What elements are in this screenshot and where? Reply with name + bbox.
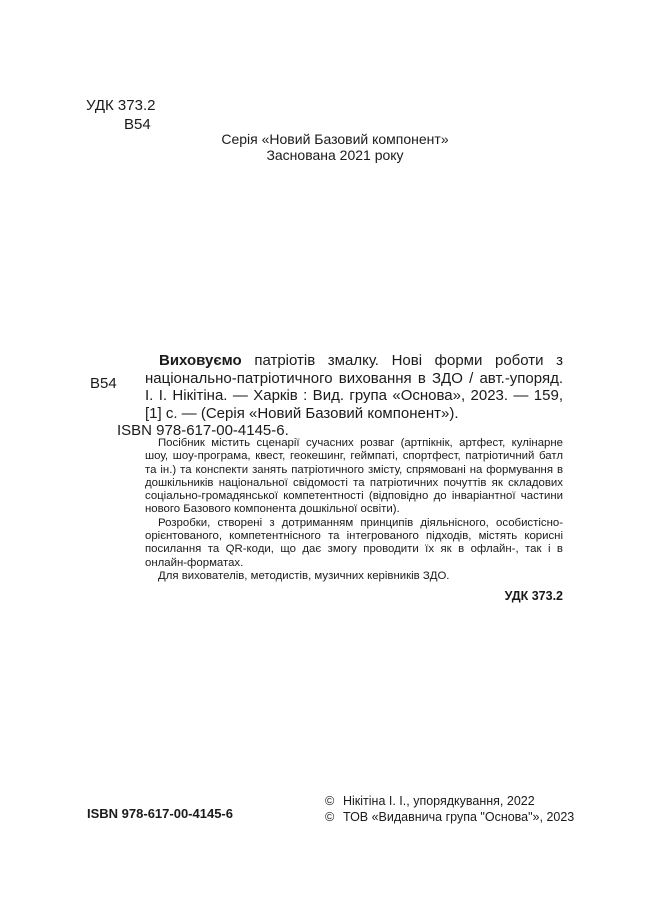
series-founded: Заснована 2021 року (266, 147, 404, 163)
copyright-icon: © (325, 809, 335, 824)
bibliographic-description: патріотів змалку. Нові форми роботи з національно-патріотичного виховання в ЗДО / авт.-упоряд. І. І. Нікітіна. — Харків : Вид. група «Основа», 2023. — 159, [1] с. — (Серія «Новий Базовий компонент»). (145, 352, 563, 422)
copyright-text: Нікітіна І. І., упорядкування, 2022 (343, 794, 535, 808)
udk-footer-code: УДК 373.2 (504, 589, 563, 603)
udk-header (86, 96, 155, 134)
book-title: Виховуємо (159, 352, 242, 369)
copyright-line (325, 794, 574, 810)
annotation-paragraph: Посібник містить сценарії сучасних розваг (артпікнік, артфест, кулінарне шоу, шоу-програма, квест, геокешинг, геймпаті, спортфест, патріотичний батл та ін.) та конспекти занять патріотичного змісту, спрямовані на формування в дошкільників національної свідомості та патріотичних почуттів як складових соціально-громадянської компетентності (відповідно до інваріантної частини нового Базового компонента дошкільної освіти). (145, 437, 563, 516)
catalog-entry (145, 352, 563, 422)
series-info (0, 131, 650, 163)
copyright-block (325, 794, 574, 825)
annotation (145, 437, 563, 583)
footer-isbn: ISBN 978-617-00-4145-6 (87, 806, 233, 821)
catalog-isbn: ISBN 978-617-00-4145-6. (117, 422, 289, 439)
copyright-line (325, 810, 574, 826)
udk-code: УДК 373.2 (86, 97, 156, 114)
copyright-text: ТОВ «Видавнича група "Основа"», 2023 (343, 809, 575, 824)
annotation-paragraph: Розробки, створені з дотриманням принципів діяльнісного, особистісно-орієнтованого, компетентнісного та інтегрованого підходів, містять корисні посилання та QR-коди, що дає змогу проводити їх як в офлайн-, так і в онлайн-форматах. (145, 516, 563, 569)
catalog-side-mark: В54 (90, 375, 117, 392)
annotation-audience: Для вихователів, методистів, музичних керівників ЗДО. (158, 569, 450, 582)
author-mark: В54 (124, 116, 151, 133)
copyright-icon: © (325, 794, 335, 808)
series-title: Серія «Новий Базовий компонент» (221, 131, 449, 147)
